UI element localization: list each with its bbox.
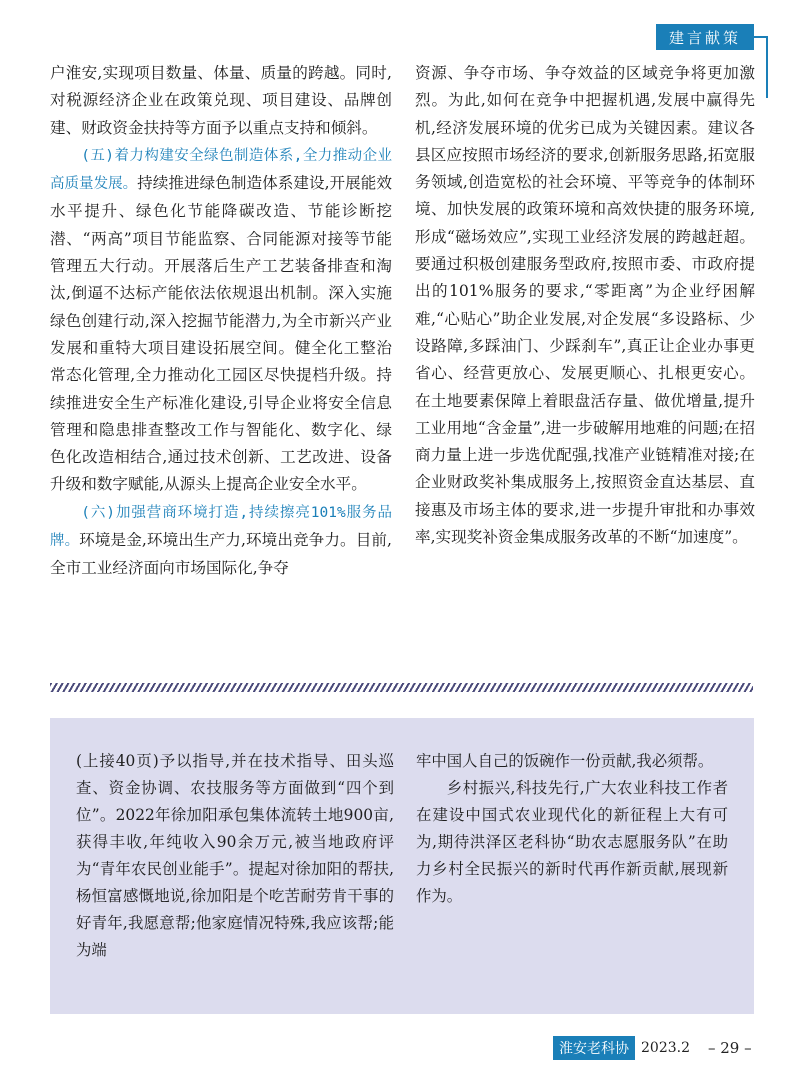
page-number: – 29 – [708,1038,752,1057]
hatched-divider [50,683,753,692]
section-tag: 建言献策 [656,24,754,50]
continued-article-box [50,718,754,1014]
section-6-body: 环境是金,环境出生产力,环境出竞争力。目前,全市工业经济面向市场国际化,争夺 [50,531,393,578]
box-right-column [416,748,728,910]
left-paragraph-3 [50,499,392,583]
box-left-paragraph: (上接40页)予以指导,并在技术指导、田头巡查、资金协调、农技服务等方面做到“四个到位”。2022年徐加阳承包集体流转土地900亩,获得丰收,年纯收入90余万元,被当地政府评为“青年农民创业能手”。提起对徐加阳的帮扶,杨恒富感慨地说,徐加阳是个吃苦耐劳肯干事的好青年,我愿意帮;他家庭情况特殊,我应该帮;能为端 [76,752,394,959]
section-tag-rule [766,36,768,98]
section-5-heading: (五)着力构建安全绿色制造体系,全力推动企业高质量发展。 [50,147,392,193]
box-right-paragraph-1: 牢中国人自己的饭碗作一份贡献,我必须帮。 [416,752,714,770]
page-footer [553,1037,752,1058]
right-column [415,60,755,551]
right-paragraph-1: 资源、争夺市场、争夺效益的区域竞争将更加激烈。为此,如何在竞争中把握机遇,发展中赢得先机,经济发展环境的优劣已成为关键因素。建议各县区应按照市场经济的要求,创新服务思路,拓宽服务领域,创造宽松的社会环境、平等竞争的体制环境、加快发展的政策环境和高效快捷的服务环境,形成“磁场效应”,实现工业经济发展的跨越赶超。要通过积极创建服务型政府,按照市委、市政府提出的101%服务的要求,“零距离”为企业纾困解难,“心贴心”助企业发展,对企发展“多设路标、少设路障,多踩油门、少踩刹车”,真正让企业办事更省心、经营更放心、发展更顺心、扎根更安心。在土地要素保障上着眼盘活存量、做优增量,提升工业用地“含金量”,进一步破解用地难的问题;在招商力量上进一步选优配强,找准产业链精准对接;在企业财政奖补集成服务上,按照资金直达基层、直接惠及市场主体的要求,进一步提升审批和办事效率,实现奖补资金集成服务改革的不断“加速度”。 [415,64,755,547]
left-column [50,60,392,583]
magazine-name: 淮安老科协 [553,1036,635,1060]
issue-number: 2023.2 [641,1039,690,1056]
left-paragraph-2 [50,142,392,499]
box-right-paragraph-2: 乡村振兴,科技先行,广大农业科技工作者在建设中国式农业现代化的新征程上大有可为,期待洪泽区老科协“助农志愿服务队”在助力乡村全民振兴的新时代再作新贡献,展现新作为。 [416,779,728,905]
section-6-heading: (六)加强营商环境打造,持续擦亮101%服务品牌。 [50,504,392,550]
box-left-column [76,748,394,964]
left-paragraph-1: 户淮安,实现项目数量、体量、质量的跨越。同时,对税源经济企业在政策兑现、项目建设、品牌创建、财政资金扶持等方面予以重点支持和倾斜。 [50,64,392,137]
section-5-body: 持续推进绿色制造体系建设,开展能效水平提升、绿色化节能降碳改造、节能诊断挖潜、“两高”项目节能监察、合同能源对接等节能管理五大行动。开展落后生产工艺装备排查和淘汰,倒逼不达标产能依法依规退出机制。深入实施绿色创建行动,深入挖掘节能潜力,为全市新兴产业发展和重特大项目建设拓展空间。健全化工整治常态化管理,全力推动化工园区尽快提档升级。持续推进安全生产标准化建设,引导企业将安全信息管理和隐患排查整改工作与智能化、数字化、绿色化改造相结合,通过技术创新、工艺改进、设备升级和数字赋能,从源头上提高企业安全水平。 [50,174,392,494]
